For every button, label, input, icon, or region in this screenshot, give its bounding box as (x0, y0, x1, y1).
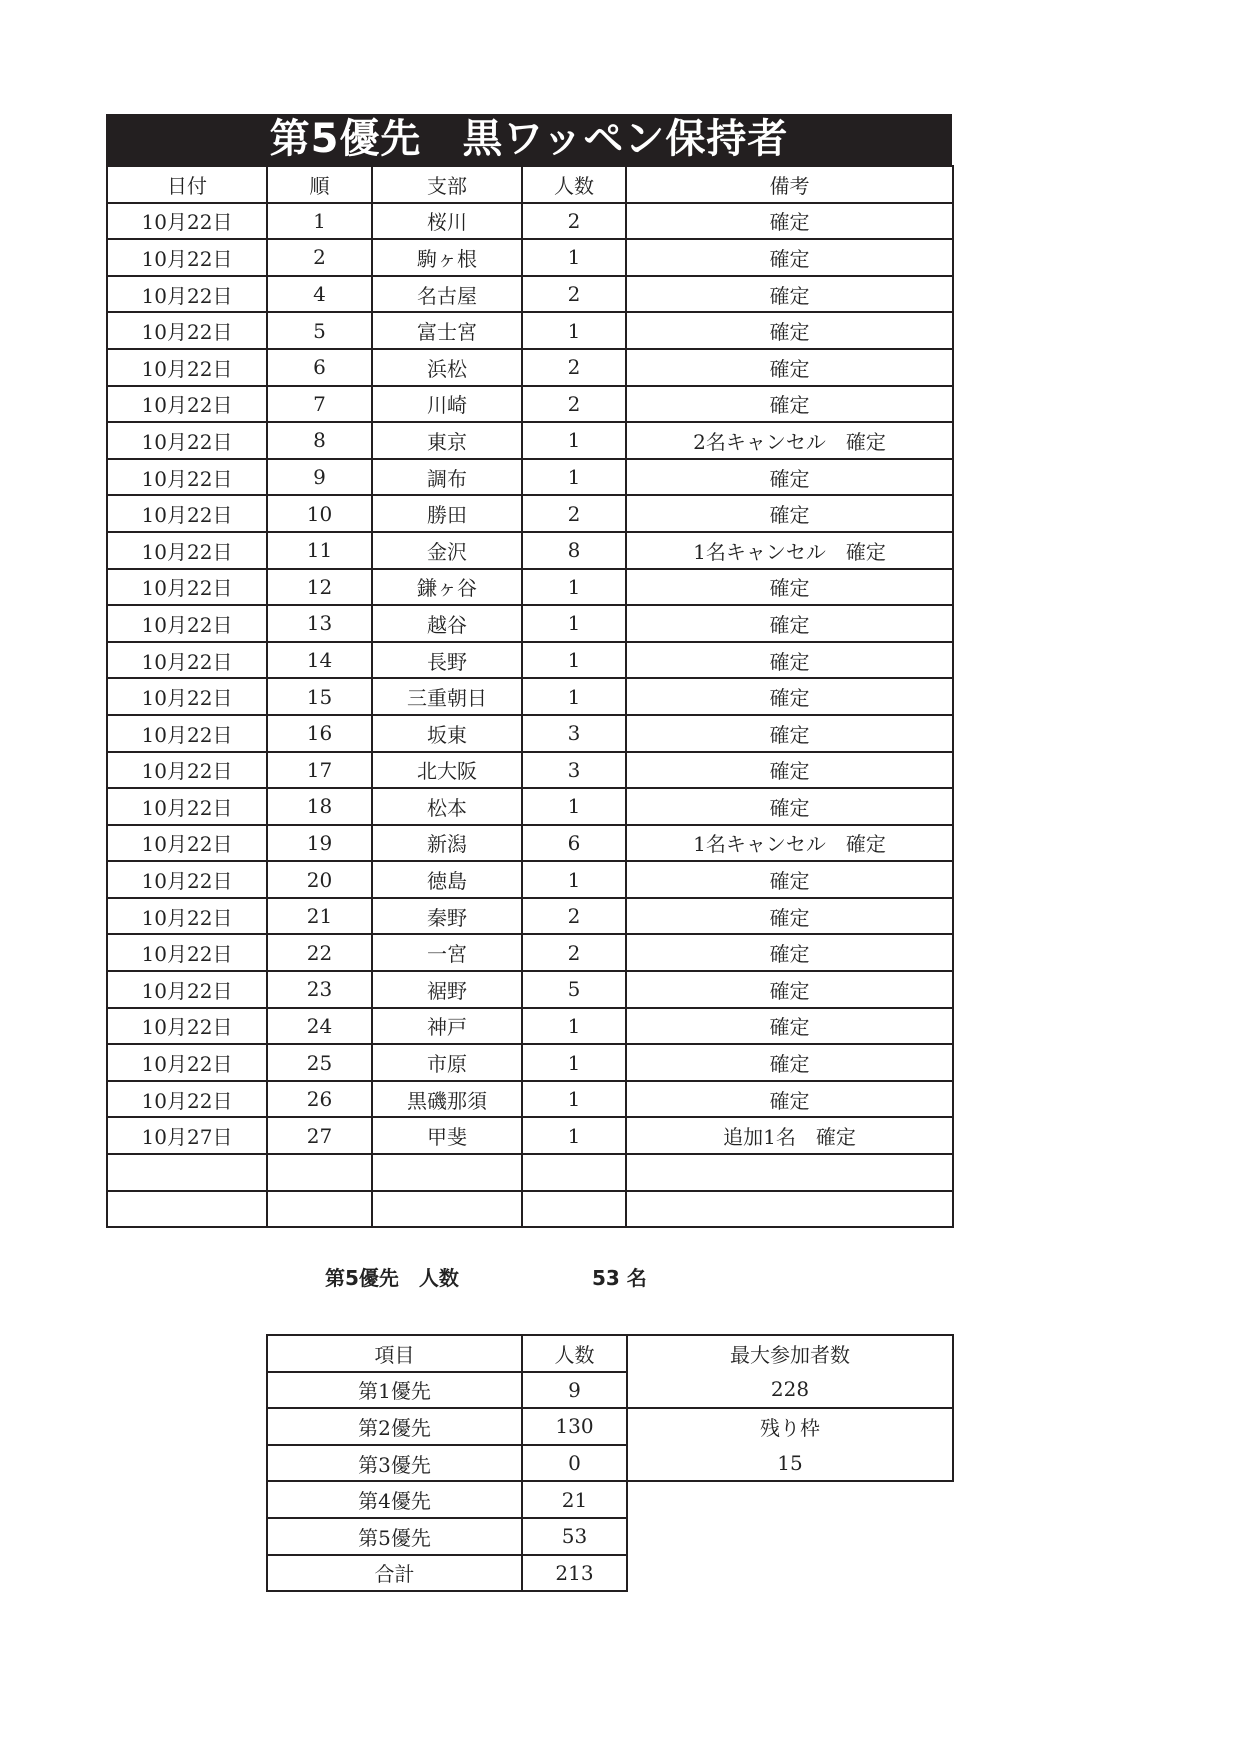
row-count: 8 (522, 532, 626, 569)
max-participants-label: 最大参加者数 (627, 1335, 953, 1372)
row-count: 2 (522, 276, 626, 313)
table-row (107, 898, 953, 935)
row-count: 1 (522, 1044, 626, 1081)
row-date: 10月22日 (107, 239, 267, 276)
sub-item: 第2優先 (267, 1408, 522, 1445)
row-count: 2 (522, 898, 626, 935)
table-row (107, 569, 953, 606)
sub-row (267, 1445, 953, 1482)
row-branch: 桜川 (372, 203, 522, 240)
row-order: 2 (267, 239, 372, 276)
sub-row (267, 1481, 953, 1518)
row-order: 10 (267, 495, 372, 532)
table-row (107, 532, 953, 569)
row-order: 1 (267, 203, 372, 240)
row-branch: 川崎 (372, 386, 522, 423)
row-order: 18 (267, 788, 372, 825)
table-row (107, 1154, 953, 1191)
row-notes: 確定 (626, 715, 953, 752)
row-date: 10月22日 (107, 532, 267, 569)
row-notes: 1名キャンセル 確定 (626, 825, 953, 862)
row-order (267, 1154, 372, 1191)
row-count: 1 (522, 1117, 626, 1154)
row-date: 10月22日 (107, 459, 267, 496)
table-row (107, 386, 953, 423)
table-row (107, 971, 953, 1008)
row-branch: 神戸 (372, 1008, 522, 1045)
remaining-slots-value: 15 (627, 1445, 953, 1482)
row-count: 1 (522, 239, 626, 276)
row-notes: 確定 (626, 678, 953, 715)
header-branch: 支部 (372, 166, 522, 203)
row-notes: 確定 (626, 1081, 953, 1118)
sub-header-row (267, 1335, 953, 1372)
sub-count: 9 (522, 1372, 627, 1409)
row-order: 4 (267, 276, 372, 313)
row-date: 10月22日 (107, 569, 267, 606)
row-notes: 確定 (626, 1008, 953, 1045)
sub-header-item: 項目 (267, 1335, 522, 1372)
row-branch: 浜松 (372, 349, 522, 386)
sub-row (267, 1518, 953, 1555)
row-branch: 裾野 (372, 971, 522, 1008)
row-notes: 確定 (626, 788, 953, 825)
row-notes: 確定 (626, 386, 953, 423)
row-date: 10月22日 (107, 495, 267, 532)
row-notes: 確定 (626, 861, 953, 898)
row-count: 1 (522, 422, 626, 459)
header-count: 人数 (522, 166, 626, 203)
summary-label: 第5優先 人数 (325, 1266, 459, 1290)
row-order: 26 (267, 1081, 372, 1118)
table-row (107, 861, 953, 898)
table-row (107, 276, 953, 313)
roster-body (107, 203, 953, 1228)
row-date: 10月22日 (107, 825, 267, 862)
row-count: 1 (522, 678, 626, 715)
row-date: 10月22日 (107, 898, 267, 935)
row-notes: 確定 (626, 276, 953, 313)
row-order: 9 (267, 459, 372, 496)
row-notes: 2名キャンセル 確定 (626, 422, 953, 459)
row-date: 10月22日 (107, 203, 267, 240)
row-branch: 一宮 (372, 934, 522, 971)
row-notes: 確定 (626, 239, 953, 276)
row-branch: 三重朝日 (372, 678, 522, 715)
header-notes: 備考 (626, 166, 953, 203)
row-date: 10月22日 (107, 349, 267, 386)
header-order: 順 (267, 166, 372, 203)
row-date: 10月22日 (107, 1044, 267, 1081)
row-date: 10月22日 (107, 752, 267, 789)
row-branch: 調布 (372, 459, 522, 496)
sub-row (267, 1408, 953, 1445)
table-row (107, 495, 953, 532)
row-order: 24 (267, 1008, 372, 1045)
row-notes: 追加1名 確定 (626, 1117, 953, 1154)
row-branch: 新潟 (372, 825, 522, 862)
row-notes: 確定 (626, 898, 953, 935)
row-count: 1 (522, 605, 626, 642)
table-row (107, 349, 953, 386)
row-branch: 名古屋 (372, 276, 522, 313)
row-count: 2 (522, 203, 626, 240)
row-order: 20 (267, 861, 372, 898)
row-branch: 鎌ヶ谷 (372, 569, 522, 606)
row-notes: 確定 (626, 752, 953, 789)
row-count: 1 (522, 459, 626, 496)
sub-count: 130 (522, 1408, 627, 1445)
sub-item: 合計 (267, 1555, 522, 1592)
sub-item: 第1優先 (267, 1372, 522, 1409)
row-date (107, 1154, 267, 1191)
row-notes (626, 1191, 953, 1228)
row-order: 7 (267, 386, 372, 423)
row-date: 10月22日 (107, 312, 267, 349)
row-count: 1 (522, 1008, 626, 1045)
table-row (107, 1191, 953, 1228)
row-order: 8 (267, 422, 372, 459)
row-date (107, 1191, 267, 1228)
row-branch: 秦野 (372, 898, 522, 935)
row-notes: 確定 (626, 312, 953, 349)
row-order (267, 1191, 372, 1228)
row-order: 15 (267, 678, 372, 715)
row-branch: 越谷 (372, 605, 522, 642)
table-row (107, 203, 953, 240)
row-notes: 1名キャンセル 確定 (626, 532, 953, 569)
row-branch: 富士宮 (372, 312, 522, 349)
sub-row (267, 1372, 953, 1409)
sub-item: 第4優先 (267, 1481, 522, 1518)
row-order: 6 (267, 349, 372, 386)
row-order: 22 (267, 934, 372, 971)
row-notes: 確定 (626, 203, 953, 240)
row-count: 2 (522, 934, 626, 971)
row-branch: 市原 (372, 1044, 522, 1081)
row-count: 3 (522, 752, 626, 789)
row-count: 1 (522, 788, 626, 825)
row-order: 19 (267, 825, 372, 862)
sub-count: 21 (522, 1481, 627, 1518)
row-branch: 甲斐 (372, 1117, 522, 1154)
row-notes: 確定 (626, 459, 953, 496)
row-count: 6 (522, 825, 626, 862)
row-order: 25 (267, 1044, 372, 1081)
table-row (107, 422, 953, 459)
row-branch (372, 1154, 522, 1191)
row-date: 10月22日 (107, 934, 267, 971)
row-count: 1 (522, 861, 626, 898)
table-row (107, 1117, 953, 1154)
table-row (107, 825, 953, 862)
remaining-slots-label: 残り枠 (627, 1408, 953, 1445)
sub-item: 第5優先 (267, 1518, 522, 1555)
max-participants-value: 228 (627, 1372, 953, 1409)
table-row (107, 715, 953, 752)
row-date: 10月22日 (107, 422, 267, 459)
row-date: 10月22日 (107, 971, 267, 1008)
table-row (107, 312, 953, 349)
row-count (522, 1191, 626, 1228)
row-date: 10月22日 (107, 788, 267, 825)
row-date: 10月22日 (107, 605, 267, 642)
row-branch: 金沢 (372, 532, 522, 569)
table-row (107, 1081, 953, 1118)
row-order: 11 (267, 532, 372, 569)
row-date: 10月22日 (107, 1081, 267, 1118)
table-row (107, 642, 953, 679)
row-date: 10月22日 (107, 386, 267, 423)
row-count: 2 (522, 349, 626, 386)
table-row (107, 934, 953, 971)
row-notes: 確定 (626, 569, 953, 606)
row-date: 10月22日 (107, 861, 267, 898)
sub-header-count: 人数 (522, 1335, 627, 1372)
table-row (107, 605, 953, 642)
row-order: 17 (267, 752, 372, 789)
table-row (107, 459, 953, 496)
table-row (107, 1044, 953, 1081)
row-count: 3 (522, 715, 626, 752)
row-branch: 勝田 (372, 495, 522, 532)
priority-summary-table (266, 1334, 954, 1592)
row-branch: 北大阪 (372, 752, 522, 789)
row-count: 1 (522, 569, 626, 606)
row-order: 23 (267, 971, 372, 1008)
row-count (522, 1154, 626, 1191)
row-order: 16 (267, 715, 372, 752)
row-notes: 確定 (626, 1044, 953, 1081)
sub-total-row (267, 1555, 953, 1592)
row-notes (626, 1154, 953, 1191)
sub-count: 213 (522, 1555, 627, 1592)
row-order: 12 (267, 569, 372, 606)
row-branch: 長野 (372, 642, 522, 679)
row-count: 5 (522, 971, 626, 1008)
row-branch (372, 1191, 522, 1228)
table-header-row (107, 166, 953, 203)
row-count: 2 (522, 386, 626, 423)
table-row (107, 752, 953, 789)
row-count: 1 (522, 642, 626, 679)
row-notes: 確定 (626, 971, 953, 1008)
table-row (107, 239, 953, 276)
sub-item: 第3優先 (267, 1445, 522, 1482)
row-count: 2 (522, 495, 626, 532)
header-date: 日付 (107, 166, 267, 203)
roster-table (106, 165, 954, 1228)
row-date: 10月22日 (107, 715, 267, 752)
row-notes: 確定 (626, 642, 953, 679)
summary-value: 53 名 (592, 1266, 647, 1290)
row-notes: 確定 (626, 934, 953, 971)
row-notes: 確定 (626, 495, 953, 532)
roster-sheet (106, 114, 952, 1228)
sub-count: 53 (522, 1518, 627, 1555)
row-branch: 松本 (372, 788, 522, 825)
row-notes: 確定 (626, 605, 953, 642)
page-title: 第5優先 黒ワッペン保持者 (106, 114, 952, 165)
row-branch: 黒磯那須 (372, 1081, 522, 1118)
row-order: 21 (267, 898, 372, 935)
table-row (107, 678, 953, 715)
row-branch: 坂東 (372, 715, 522, 752)
row-date: 10月22日 (107, 678, 267, 715)
table-row (107, 1008, 953, 1045)
row-order: 14 (267, 642, 372, 679)
row-count: 1 (522, 312, 626, 349)
row-date: 10月22日 (107, 1008, 267, 1045)
row-date: 10月22日 (107, 642, 267, 679)
row-date: 10月22日 (107, 276, 267, 313)
row-notes: 確定 (626, 349, 953, 386)
row-branch: 徳島 (372, 861, 522, 898)
table-row (107, 788, 953, 825)
row-branch: 駒ヶ根 (372, 239, 522, 276)
row-date: 10月27日 (107, 1117, 267, 1154)
sub-count: 0 (522, 1445, 627, 1482)
row-order: 13 (267, 605, 372, 642)
row-order: 27 (267, 1117, 372, 1154)
row-count: 1 (522, 1081, 626, 1118)
row-order: 5 (267, 312, 372, 349)
row-branch: 東京 (372, 422, 522, 459)
